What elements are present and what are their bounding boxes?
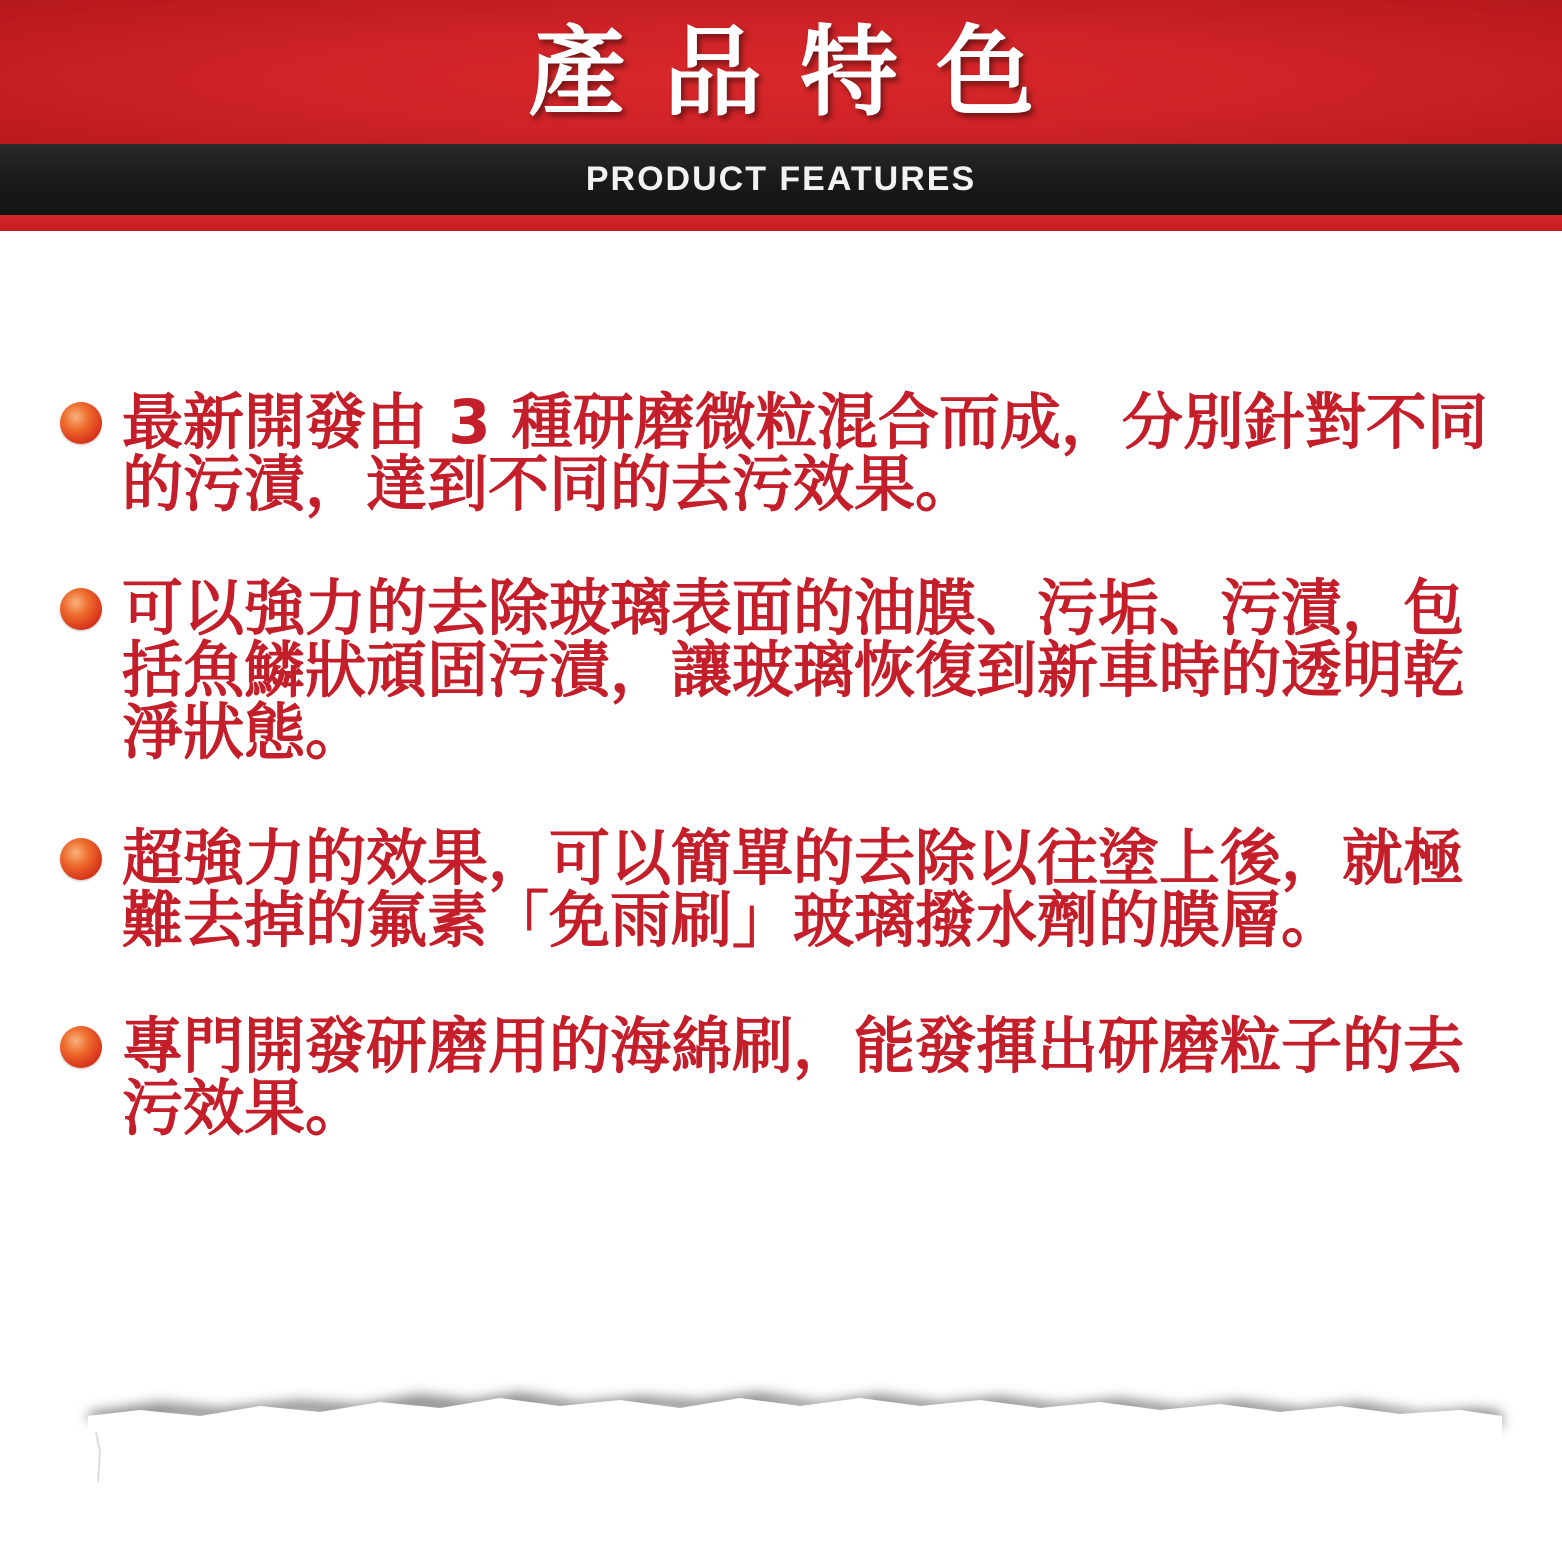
feature-text: 超強力的效果，可以簡單的去除以往塗上後，就極難去掉的氟素「免雨刷」玻璃撥水劑的膜層。 xyxy=(122,823,1465,956)
feature-text: 專門開發研磨用的海綿刷，能發揮出研磨粒子的去污效果。 xyxy=(122,1011,1465,1144)
torn-paper-edge xyxy=(0,1372,1562,1562)
page-title: 產品特色 xyxy=(527,16,1072,130)
bullet-icon xyxy=(60,838,102,880)
bullet-icon xyxy=(60,1026,102,1068)
feature-text: 可以強力的去除玻璃表面的油膜、污垢、污漬，包括魚鱗狀頑固污漬，讓玻璃恢復到新車時的透明乾淨狀態。 xyxy=(122,573,1465,768)
feature-item xyxy=(60,1011,1500,1144)
feature-item xyxy=(60,823,1500,956)
header-divider-strip xyxy=(0,215,1562,231)
feature-item xyxy=(60,387,1500,520)
feature-text: 最新開發由 3 種研磨微粒混合而成，分別針對不同的污漬，達到不同的去污效果。 xyxy=(122,387,1488,520)
feature-item xyxy=(60,573,1500,768)
feature-list xyxy=(60,387,1500,1202)
bullet-icon xyxy=(60,402,102,444)
page-subtitle: PRODUCT FEATURES xyxy=(585,160,977,198)
bullet-icon xyxy=(60,588,102,630)
